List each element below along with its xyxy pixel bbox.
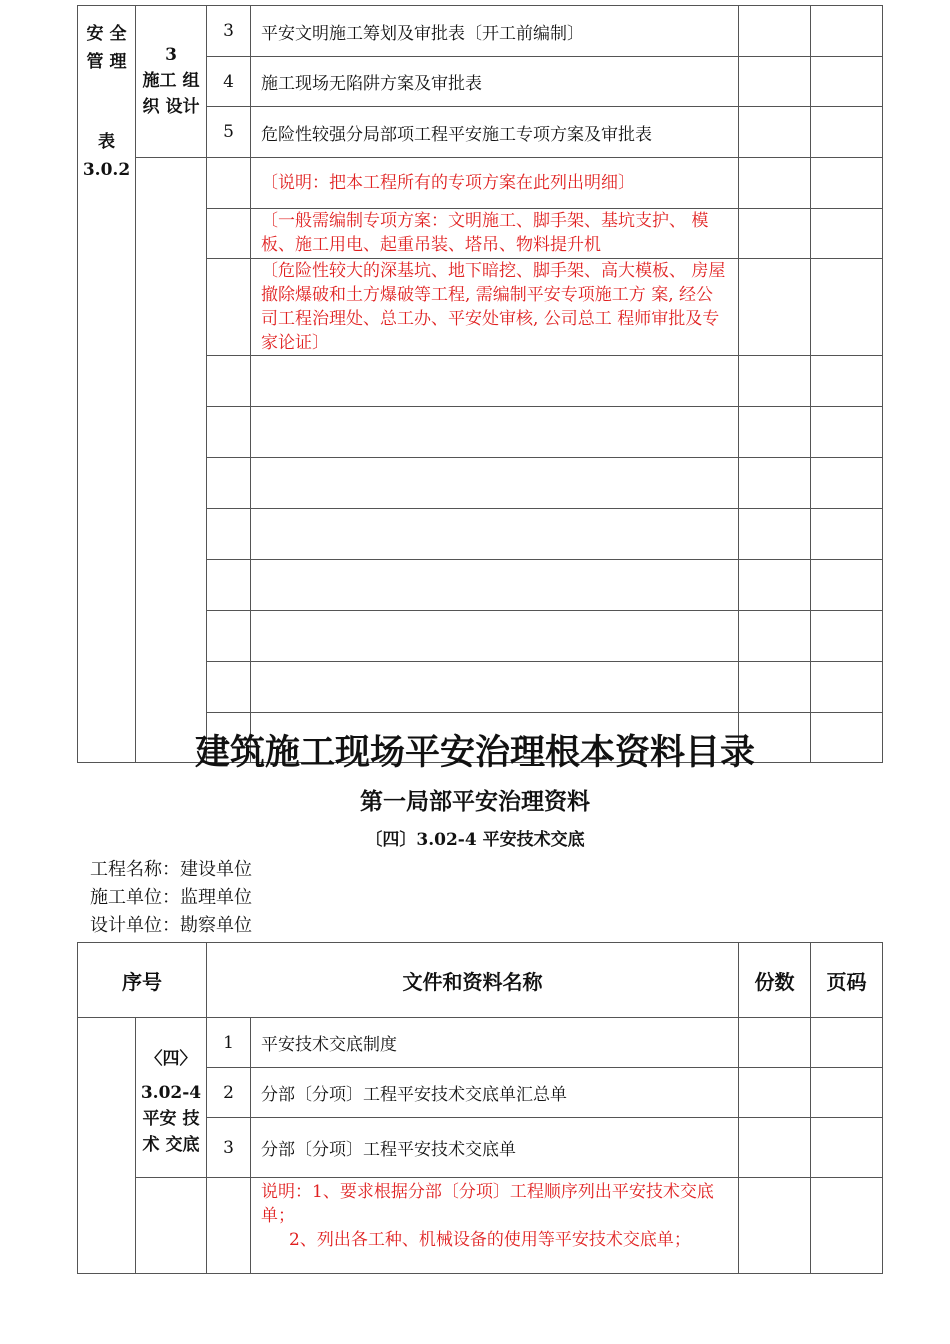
copies-cell: [739, 407, 811, 458]
row-name: [251, 662, 739, 713]
section-label-line4: 3.0.2: [82, 160, 131, 180]
page-cell: [811, 1068, 883, 1118]
group-label-cell: [136, 6, 207, 158]
row-num: [207, 209, 251, 259]
project-info-line1: 工程名称：建设单位: [90, 859, 252, 880]
page-cell: [811, 611, 883, 662]
copies-cell: [739, 611, 811, 662]
page-cell: [811, 356, 883, 407]
page-cell: [811, 458, 883, 509]
project-info-line3: 设计单位：勘察单位: [90, 915, 252, 936]
row-name: [251, 560, 739, 611]
section-label-line2: 管 理: [86, 52, 127, 72]
header-seq: 序号: [78, 943, 207, 1018]
note-line2: 2、列出各工种、机械设备的使用等平安技术交底单；: [289, 1230, 691, 1250]
row-name: 危险性较强分局部项工程平安施工专项方案及审批表: [251, 107, 739, 158]
header-page: 页码: [811, 943, 883, 1018]
copies-cell: [739, 509, 811, 560]
page-cell: [811, 259, 883, 356]
note-cell: [251, 1178, 739, 1274]
copies-cell: [739, 1018, 811, 1068]
row-num: [207, 509, 251, 560]
row-name: [251, 356, 739, 407]
header-file-name: 文件和资料名称: [207, 943, 739, 1018]
page-cell: [811, 107, 883, 158]
group-label-line4: 术 交底: [142, 1135, 200, 1155]
row-num: [207, 1178, 251, 1274]
page-cell: [811, 509, 883, 560]
row-num: 4: [207, 57, 251, 107]
copies-cell: [739, 158, 811, 209]
top-document-table: [77, 5, 883, 763]
copies-cell: [739, 1178, 811, 1274]
row-name: [251, 458, 739, 509]
group-num: 3: [165, 45, 177, 65]
row-num: [207, 158, 251, 209]
row-name: 平安技术交底制度: [251, 1018, 739, 1068]
note-line1: 说明：1、要求根据分部〔分项〕工程顺序列出平安技术交底单；: [261, 1182, 714, 1226]
page-cell: [811, 57, 883, 107]
row-name: 分部〔分项〕工程平安技术交底单: [251, 1118, 739, 1178]
group-label-line1: 施工 组: [142, 71, 200, 91]
group-label-line1: 〈四〉: [145, 1049, 197, 1069]
page-cell: [811, 1018, 883, 1068]
main-title: 建筑施工现场平安治理根本资料目录: [194, 732, 755, 773]
section-label-line3: 表: [98, 132, 115, 152]
row-name: 平安文明施工筹划及审批表〔开工前编制〕: [251, 6, 739, 57]
copies-cell: [739, 662, 811, 713]
page-cell: [811, 560, 883, 611]
row-num: 2: [207, 1068, 251, 1118]
copies-cell: [739, 458, 811, 509]
copies-cell: [739, 259, 811, 356]
page-cell: [811, 1178, 883, 1274]
group-label-line2: 织 设计: [142, 97, 200, 117]
row-name: [251, 611, 739, 662]
copies-cell: [739, 57, 811, 107]
row-num: 5: [207, 107, 251, 158]
row-num: 1: [207, 1018, 251, 1068]
group-label-line2: 3.02-4: [140, 1083, 202, 1103]
note-specialty-plans: 〔说明：把本工程所有的专项方案在此列出明细〕: [251, 158, 739, 209]
group-label-cell: [136, 1018, 207, 1178]
row-num: [207, 560, 251, 611]
note-dangerous-plans: 〔危险性较大的深基坑、地下暗挖、脚手架、高大模板、 房屋撤除爆破和土方爆破等工程, 需编制平安专项施工方 案, 经公司工程治理处、总工办、平安处审核, 公司总工 程师审批及专家论证〕: [251, 259, 739, 356]
copies-cell: [739, 107, 811, 158]
header-copies: 份数: [739, 943, 811, 1018]
row-num: 3: [207, 6, 251, 57]
row-num: [207, 662, 251, 713]
copies-cell: [739, 1118, 811, 1178]
group-label-line3: 平安 技: [142, 1109, 200, 1129]
group-blank-cell: [136, 1178, 207, 1274]
page-cell: [811, 158, 883, 209]
copies-cell: [739, 6, 811, 57]
page-cell: [811, 6, 883, 57]
section-title: 〔四〕3.02-4 平安技术交底: [365, 830, 585, 850]
project-info-line2: 施工单位：监理单位: [90, 887, 252, 908]
page-cell: [811, 209, 883, 259]
row-num: [207, 611, 251, 662]
copies-cell: [739, 560, 811, 611]
bottom-document-table: [77, 942, 883, 1274]
row-num: [207, 407, 251, 458]
row-name: 施工现场无陷阱方案及审批表: [251, 57, 739, 107]
section-blank-cell: [78, 1018, 136, 1274]
section-label-line1: 安 全: [86, 24, 127, 44]
row-name: [251, 407, 739, 458]
page-cell: [811, 662, 883, 713]
sub-title: 第一局部平安治理资料: [360, 788, 590, 815]
copies-cell: [739, 1068, 811, 1118]
row-num: [207, 458, 251, 509]
section-label-cell: [78, 6, 136, 763]
row-num: [207, 356, 251, 407]
row-num: 3: [207, 1118, 251, 1178]
row-name: [251, 509, 739, 560]
row-name: 分部〔分项〕工程平安技术交底单汇总单: [251, 1068, 739, 1118]
group-blank-cell: [136, 158, 207, 763]
note-general-plans: 〔一般需编制专项方案：文明施工、脚手架、基坑支护、 模板、施工用电、起重吊装、塔吊、物料提升机: [251, 209, 739, 259]
copies-cell: [739, 209, 811, 259]
copies-cell: [739, 356, 811, 407]
page-cell: [811, 1118, 883, 1178]
row-num: [207, 259, 251, 356]
page-cell: [811, 407, 883, 458]
